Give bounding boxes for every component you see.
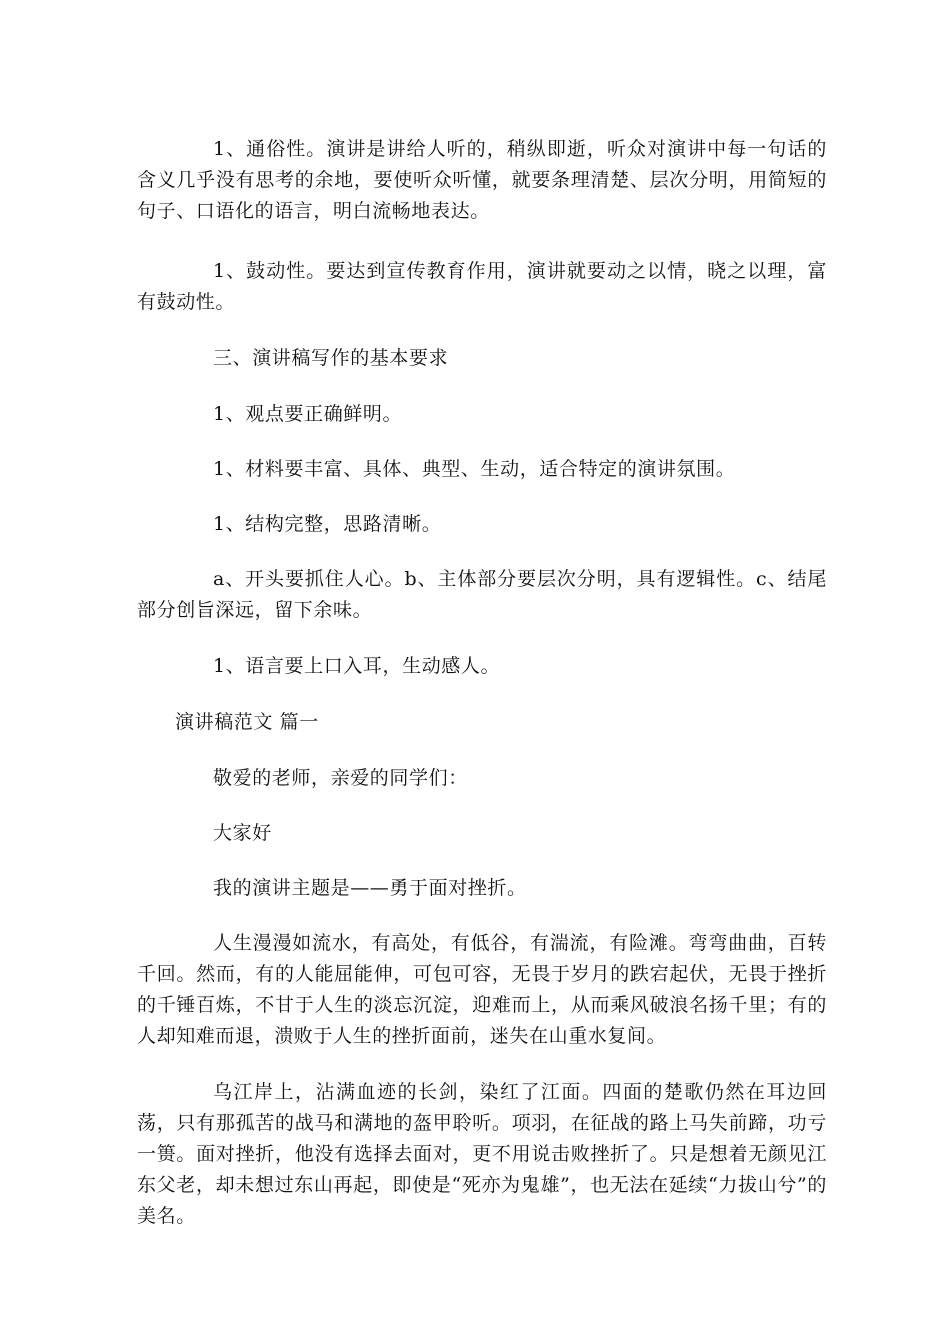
section-heading-requirements: 三、演讲稿写作的基本要求 (213, 347, 449, 369)
paragraph-inspiring: 1、鼓动性。要达到宣传教育作用，演讲就要动之以情，晓之以理，富有鼓动性。 (137, 260, 827, 313)
list-item-viewpoint: 1、观点要正确鲜明。 (213, 403, 403, 425)
speech-topic: 我的演讲主题是——勇于面对挫折。 (213, 877, 527, 899)
list-item-material: 1、材料要丰富、具体、典型、生动，适合特定的演讲氛围。 (213, 458, 736, 480)
paragraph-popularity: 1、通俗性。演讲是讲给人听的，稍纵即逝，听众对演讲中每一句话的含义几乎没有思考的余地，要使听众听懂，就要条理清楚、层次分明，用简短的句子、口语化的语言，明白流畅地表达。 (137, 138, 827, 222)
paragraph-wujiang: 乌江岸上，沾满血迹的长剑，染红了江面。四面的楚歌仍然在耳边回荡，只有那孤苦的战马和满地的盔甲聆听。项羽，在征战的路上马失前蹄，功亏一篑。面对挫折，他没有选择去面对，更不用说击败挫折了。只是想着无颜见江东父老，却未想过东山再起，即使是“死亦为鬼雄”，也无法在延续“力拔山兮”的美名。 (137, 1081, 827, 1227)
greeting: 大家好 (213, 822, 272, 844)
paragraph-life-river: 人生漫漫如流水，有高处，有低谷，有湍流，有险滩。弯弯曲曲，百转千回。然而，有的人能屈能伸，可包可容，无畏于岁月的跌宕起伏，无畏于挫折的千锤百炼，不甘于人生的淡忘沉淀，迎难而上，从而乘风破浪名扬千里；有的人却知难而退，溃败于人生的挫折面前，迷失在山重水复间。 (137, 932, 827, 1047)
paragraph-structure-detail: a、开头要抓住人心。b、主体部分要层次分明，具有逻辑性。c、结尾部分创旨深远，留下余味。 (137, 568, 827, 621)
list-item-language: 1、语言要上口入耳，生动感人。 (213, 655, 501, 677)
salutation: 敬爱的老师，亲爱的同学们： (213, 767, 468, 789)
list-item-structure: 1、结构完整，思路清晰。 (213, 513, 442, 535)
sample-title: 演讲稿范文 篇一 (175, 711, 319, 733)
